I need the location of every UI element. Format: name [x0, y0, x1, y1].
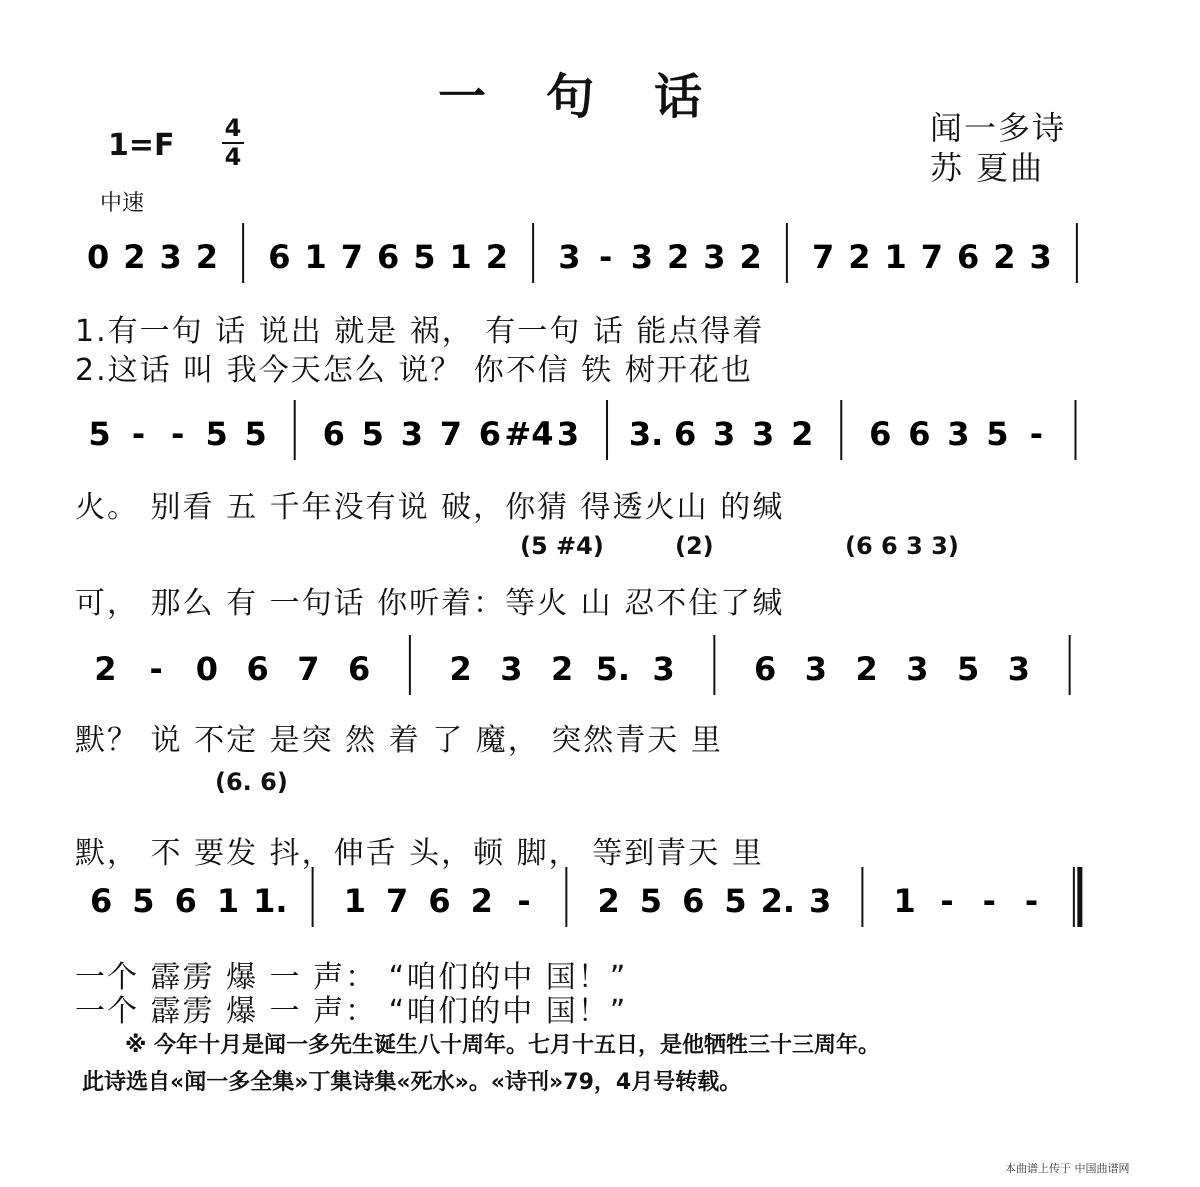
- note-1-6: 6: [322, 415, 345, 453]
- note-3-2: 6: [174, 882, 197, 920]
- note-2-2: 0: [195, 650, 219, 688]
- upload-credit: 本曲谱上传于 中国曲谱网: [1005, 1162, 1130, 1175]
- note-3-20: -: [940, 882, 954, 920]
- note-3-22: -: [1024, 882, 1039, 920]
- note-0-1: 2: [123, 238, 146, 276]
- note-2-11: 3: [652, 650, 675, 688]
- note-2-1: -: [149, 650, 163, 688]
- note-2-4: 7: [297, 650, 320, 688]
- note-1-0: 5: [88, 415, 111, 453]
- note-0-18: 2: [739, 238, 762, 276]
- note-1-12: 3: [556, 415, 580, 453]
- note-0-15: 3: [630, 238, 654, 276]
- note-3-9: 2: [470, 882, 493, 920]
- note-2-16: 3: [906, 650, 929, 688]
- note-2-0: 2: [94, 650, 117, 688]
- note-3-21: -: [982, 882, 996, 920]
- note-1-8: 3: [400, 415, 423, 453]
- note-3-13: 5: [639, 882, 663, 920]
- poet-credit: 闻一多诗: [930, 109, 1067, 147]
- note-0-2: 3: [159, 238, 182, 276]
- note-1-24: -: [1029, 415, 1044, 453]
- lyric-line-1b: 2.这话 叫 我今天怎么 说？ 你不信 铁 树开花也: [75, 353, 753, 388]
- note-1-2: -: [170, 415, 185, 453]
- note-0-13: 3: [558, 238, 581, 276]
- note-1-9: 7: [439, 415, 462, 453]
- note-0-24: 6: [956, 238, 980, 276]
- note-3-0: 6: [90, 882, 113, 920]
- note-2-15: 2: [855, 650, 878, 688]
- alt-notes-1: (5 #4): [520, 532, 604, 560]
- note-0-3: 2: [195, 238, 219, 276]
- note-1-23: 5: [986, 415, 1009, 453]
- note-1-17: 3: [752, 415, 775, 453]
- footnote-line-1: ※ 今年十月是闻一多先生诞生八十周年。七月十五日，是他牺牲三十三周年。: [125, 1033, 881, 1058]
- note-0-23: 7: [920, 238, 944, 276]
- note-0-0: 0: [86, 238, 110, 276]
- note-3-6: 1: [343, 882, 367, 920]
- lyric-line-4a: 一个 霹雳 爆 一 声： “咱们的中 国！”: [75, 960, 628, 995]
- note-0-6: 1: [304, 238, 327, 276]
- note-3-19: 1: [893, 882, 916, 920]
- note-1-7: 5: [361, 415, 384, 453]
- note-0-22: 1: [884, 238, 907, 276]
- note-0-16: 2: [666, 238, 690, 276]
- tempo-marking: 中速: [100, 191, 145, 216]
- lyric-line-2a: 火。 别看 五 千年没有说 破，你猜 得透火山 的缄: [75, 490, 785, 525]
- note-0-25: 2: [993, 238, 1016, 276]
- time-signature-bottom: 4: [224, 143, 242, 171]
- note-0-11: 2: [485, 238, 509, 276]
- note-0-5: 6: [268, 238, 291, 276]
- note-0-21: 2: [848, 238, 871, 276]
- note-0-8: 6: [376, 238, 400, 276]
- lyric-line-2b: 可， 那么 有 一句话 你听着：等火 山 忍不住了缄: [75, 586, 785, 621]
- note-2-14: 3: [804, 650, 828, 688]
- time-signature-top: 4: [224, 114, 242, 142]
- note-0-14: -: [598, 238, 613, 276]
- note-3-17: 3: [808, 882, 832, 920]
- note-1-16: 3: [713, 415, 736, 453]
- lyric-line-4b: 一个 霹雳 爆 一 声： “咱们的中 国！”: [75, 994, 628, 1029]
- note-0-10: 1: [449, 238, 472, 276]
- note-3-8: 6: [428, 882, 451, 920]
- note-2-10: 5.: [595, 650, 631, 688]
- note-3-3: 1: [216, 882, 240, 920]
- note-1-3: 5: [205, 415, 228, 453]
- alt-notes-2: (2): [675, 532, 714, 560]
- note-3-14: 6: [682, 882, 705, 920]
- note-0-26: 3: [1029, 238, 1052, 276]
- note-3-16: 2.: [760, 882, 796, 920]
- note-1-10: 6: [478, 415, 502, 453]
- note-0-17: 3: [703, 238, 726, 276]
- note-1-1: -: [131, 415, 146, 453]
- note-2-7: 2: [449, 650, 472, 688]
- lyric-line-1a: 1.有一句 话 说出 就是 祸， 有一句 话 能点得着: [75, 314, 765, 349]
- note-2-5: 6: [347, 650, 371, 688]
- note-1-22: 3: [947, 415, 970, 453]
- lyric-line-3b: 默， 不 要发 抖，伸舌 头，顿 脚， 等到青天 里: [75, 836, 764, 871]
- footnote-line-2: 此诗选自«闻一多全集»丁集诗集«死水»。«诗刊»79，4月号转载。: [82, 1070, 742, 1095]
- note-1-20: 6: [869, 415, 892, 453]
- composer-credit: 苏 夏曲: [930, 149, 1045, 187]
- note-2-9: 2: [550, 650, 574, 688]
- lyric-line-3a: 默？ 说 不定 是突 然 着 了 魔， 突然青天 里: [75, 723, 723, 758]
- note-3-12: 2: [597, 882, 620, 920]
- note-1-15: 6: [673, 415, 697, 453]
- note-1-11: #4: [504, 415, 554, 453]
- note-2-18: 3: [1007, 650, 1031, 688]
- note-2-13: 6: [753, 650, 777, 688]
- note-3-4: 1.: [253, 882, 288, 920]
- note-3-7: 7: [386, 882, 409, 920]
- alt-notes-3: (6 6 3 3): [845, 532, 959, 560]
- song-title: 一句话: [437, 69, 762, 125]
- note-1-21: 6: [908, 415, 931, 453]
- alt-notes-4: (6. 6): [215, 768, 288, 796]
- note-0-9: 5: [413, 238, 436, 276]
- note-1-18: 2: [791, 415, 814, 453]
- note-2-8: 3: [500, 650, 523, 688]
- note-0-7: 7: [340, 238, 364, 276]
- note-1-4: 5: [244, 415, 267, 453]
- note-0-20: 7: [811, 238, 835, 276]
- note-2-17: 5: [956, 650, 980, 688]
- note-3-10: -: [517, 882, 531, 920]
- note-1-14: 3.: [628, 415, 664, 453]
- key-signature: 1=F: [108, 128, 175, 163]
- note-2-3: 6: [246, 650, 269, 688]
- note-3-15: 5: [724, 882, 747, 920]
- note-3-1: 5: [132, 882, 155, 920]
